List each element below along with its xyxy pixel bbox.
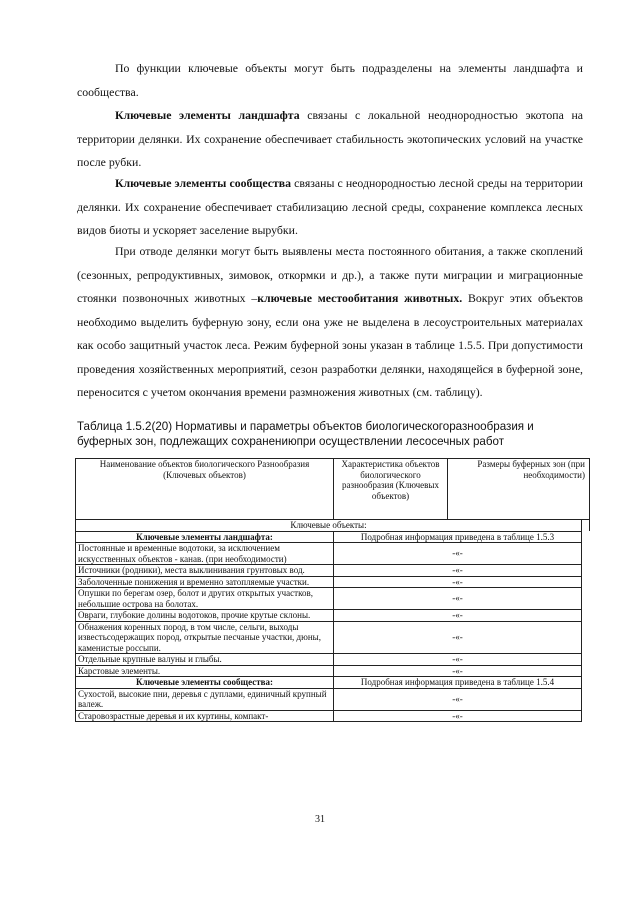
landscape-header: Ключевые элементы ландшафта: (136, 531, 273, 542)
key-habitats-term: ключевые местообитания животных. (257, 291, 463, 305)
paragraph-1: По функции ключевые объекты могут быть подразделены на элементы ландшафта и сообщества. (77, 61, 583, 99)
table-row: Источники (родники), места выклинивания грунтовых вод. -«- (76, 565, 590, 577)
paragraph-3: Ключевые элементы сообщества связаны с неоднородностью лесной среды на территории делянки. Их сохранение обеспечивает стабилизацию лесной среды, сохранение комплекса лесных видов биоты и ускоряет заселение вырубки. (77, 176, 583, 237)
landscape-elements-term: Ключевые элементы ландшафта (115, 108, 300, 122)
ditto-mark: -«- (334, 710, 582, 722)
table-row: Овраги, глубокие долины водотоков, прочие крутые склоны. -«- (76, 610, 590, 622)
ditto-mark: -«- (334, 688, 582, 710)
header-characteristic: Характеристика объектов биологического разнообразия (Ключевых объектов) (334, 459, 448, 520)
section-title-row (76, 520, 590, 532)
ditto-mark: -«- (334, 665, 582, 677)
ditto-mark: -«- (334, 654, 582, 666)
page-number: 31 (315, 814, 325, 825)
community-header: Ключевые элементы сообщества: (135, 677, 274, 687)
table-header-row (76, 459, 590, 520)
landscape-header-row (76, 531, 590, 543)
ditto-mark: -«- (334, 588, 582, 610)
ditto-mark: -«- (334, 576, 582, 588)
ditto-mark: -«- (334, 610, 582, 622)
table-row: Карстовые элементы. -«- (76, 665, 590, 677)
biodiversity-table (75, 458, 590, 722)
table-row: Отдельные крупные валуны и глыбы. -«- (76, 654, 590, 666)
ditto-mark: -«- (334, 565, 582, 577)
table-row: Старовозрастные деревья и их куртины, компакт- -«- (76, 710, 590, 722)
table-row: Опушки по берегам озер, болот и других открытых участков, небольшие острова на болотах. -«- (76, 588, 590, 610)
community-info: Подробная информация приведена в таблице 1.5.4 (334, 677, 582, 689)
paragraph-4: При отводе делянки могут быть выявлены места постоянного обитания, а также скоплений (сезонных, репродуктивных, зимовок, откормки и др.), а также пути миграции и миграционные стоянки позвоночных животных –ключевые местообитания животных. Вокруг этих объектов необходимо выделить буферную зону, если она уже не выделена в лесоустроительных материалах как особо защитный участок леса. Режим буферной зоны указан в таблице 1.5.5. При допустимости проведения хозяйственных мероприятий, сезон разработки делянки, находящейся в буферной зоне, переносится с учетом окончания времени размножения животных (см. таблицу). (77, 244, 584, 399)
community-elements-term: Ключевые элементы сообщества (115, 176, 292, 190)
section-title: Ключевые объекты: (76, 520, 582, 532)
header-object-name: Наименование объектов биологического Разнообразия (Ключевых объектов) (76, 459, 334, 520)
header-buffer-size: Размеры буферных зон (при необходимости) (448, 459, 590, 520)
table-row: Постоянные и временные водотоки, за исключением искусственных объектов - канав. (при необходимости) -«- (76, 543, 590, 565)
ditto-mark: -«- (334, 621, 582, 654)
table-row: Обнажения коренных пород, в том числе, сельги, выходы известьсодержащих пород, открытые песчаные участки, дюны, каменистые россыпи. -«- (76, 621, 590, 654)
table-caption: Таблица 1.5.2(20) Нормативы и параметры объектов биологическогоразнообразия и буферных зон, подлежащих сохранениюпри осуществлении лесосечных работ (77, 420, 534, 448)
table-row: Заболоченные понижения и временно затопляемые участки. -«- (76, 576, 590, 588)
paragraph-2: Ключевые элементы ландшафта связаны с локальной неоднородностью экотопа на территории делянки. Их сохранение обеспечивает стабильность экотопических условий на участке после рубки. (77, 108, 584, 169)
table-row: Сухостой, высокие пни, деревья с дуплами, единичный крупный валеж. -«- (76, 688, 590, 710)
community-header-row (76, 677, 590, 689)
landscape-info: Подробная информация приведена в таблице 1.5.3 (334, 531, 582, 543)
ditto-mark: -«- (334, 543, 582, 565)
